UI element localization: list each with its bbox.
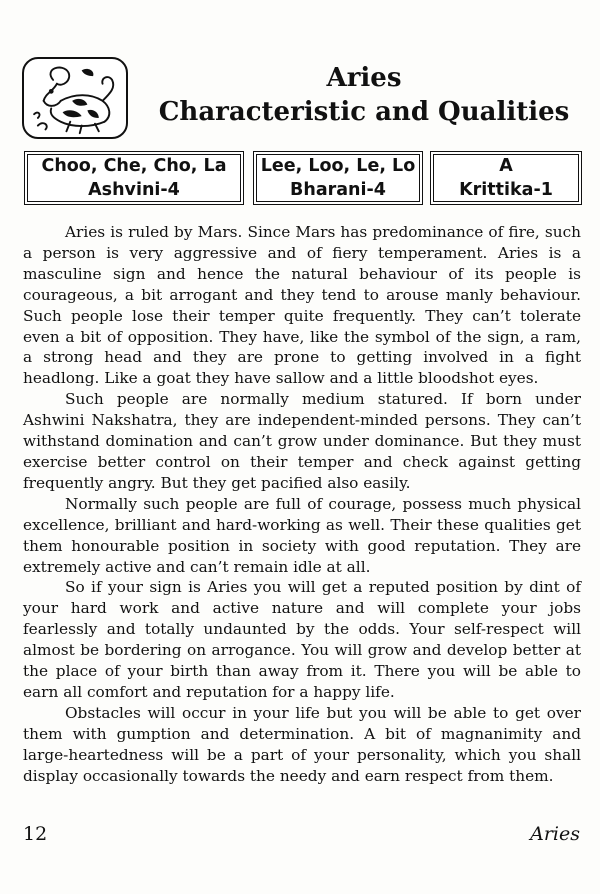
paragraph: Such people are normally medium statured. If born under Ashwini Nakshatra, they are independent-minded persons. They can’t withstand domination and can’t grow under dominance. But they must exercise better control on their temper and check against getting frequently angry. But they get pacified also easily. — [23, 390, 581, 492]
running-title: Aries — [530, 823, 580, 845]
nakshatra-box-krittika — [430, 151, 582, 205]
nakshatra-box-ashvini — [24, 151, 244, 205]
page-subtitle: Characteristic and Qualities — [158, 97, 570, 127]
page-title: Aries — [326, 63, 402, 93]
nakshatra-syllables: Choo, Che, Cho, La — [41, 156, 227, 176]
nakshatra-syllables: Lee, Loo, Le, Lo — [260, 156, 416, 176]
page-number: 12 — [23, 823, 48, 845]
nakshatra-name: Bharani-4 — [290, 180, 386, 200]
nakshatra-name: Krittika-1 — [459, 180, 553, 200]
body-text — [23, 222, 581, 786]
paragraph: Obstacles will occur in your life but you will be able to get over them with gumption and determination. A bit of magnanimity and large-heartedness will be a part of your personality, which you shall display occasionally towards the needy and earn respect from them. — [23, 703, 581, 785]
paragraph: Normally such people are full of courage, possess much physical excellence, brilliant and hard-working as well. Their these qualities get them honourable position in society with good reputation. They are extremely active and can’t remain idle at all. — [23, 494, 581, 576]
nakshatra-name: Ashvini-4 — [88, 180, 180, 200]
nakshatra-box-bharani — [253, 151, 423, 205]
ram-illustration — [24, 59, 126, 137]
paragraph: So if your sign is Aries you will get a reputed position by dint of your hard work and active nature and will complete your jobs fearlessly and totally undaunted by the odds. Your self-respect will almost be bordering on arrogance. You will grow and develop better at the place of your birth than away from it. There you will be able to earn all comfort and reputation for a happy life. — [23, 578, 581, 701]
aries-ram-icon — [22, 57, 128, 139]
nakshatra-syllables: A — [499, 156, 513, 176]
paragraph: Aries is ruled by Mars. Since Mars has predominance of fire, such a person is very aggressive and of fiery temperament. Aries is a masculine sign and hence the natural behaviour of its people is courageous, a bit arrogant and they tend to arouse manly behaviour. Such people lose their temper quite frequently. They can’t tolerate even a bit of opposition. They have, like the symbol of the sign, a ram, a strong head and they are prone to getting involved in a fight headlong. Like a goat they have sallow and a little bloodshot eyes. — [23, 223, 581, 388]
